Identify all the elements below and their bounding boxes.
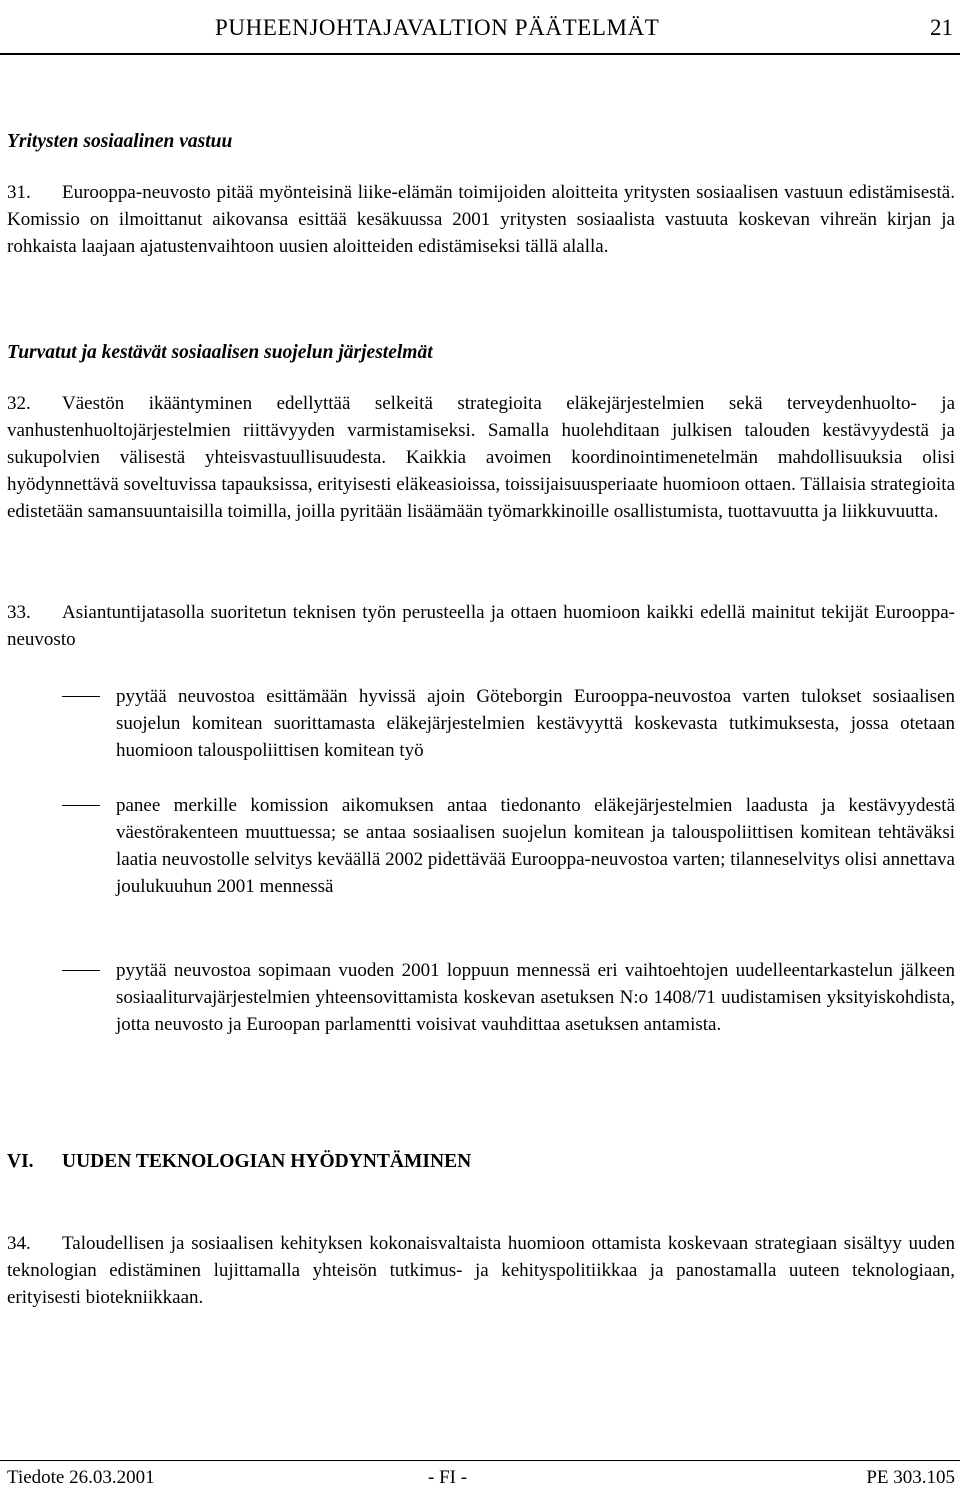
page-number: 21 <box>930 15 953 40</box>
dash-bullet-icon <box>62 805 100 806</box>
paragraph-number: 33. <box>7 602 31 623</box>
footer-language: - FI - <box>428 1467 468 1488</box>
section-heading-social-responsibility: Yritysten sosiaalinen vastuu <box>7 131 233 152</box>
dash-bullet-icon <box>62 970 100 971</box>
paragraph-number: 34. <box>7 1233 31 1254</box>
paragraph-31 <box>7 179 955 289</box>
list-item <box>62 957 955 1067</box>
paragraph-text: Asiantuntijatasolla suoritetun teknisen työn perusteella ja ottaen huomioon kaikki edellä mainitut tekijät Eurooppa-neuvosto <box>7 602 955 650</box>
section-heading-social-protection: Turvatut ja kestävät sosiaalisen suojelun järjestelmät <box>7 342 433 363</box>
list-item-text: pyytää neuvostoa esittämään hyvissä ajoin Göteborgin Eurooppa-neuvostoa varten tulokset sosiaalisen suojelun komitean suorittamasta eläkejärjestelmien kestävyyttä koskevasta tutkimuksesta, jossa otetaan huomioon talouspoliittisen komitean työ <box>116 686 955 761</box>
paragraph-text: Taloudellisen ja sosiaalisen kehityksen kokonaisvaltaista huomioon ottamista koskevaan strategiaan sisältyy uuden teknologian edistäminen lujittamalla yhteisön tutkimus- ja kehityspolitiikkaa ja panostamalla uuteen teknologiaan, erityisesti biotekniikkaan. <box>7 1233 955 1308</box>
footer-reference: PE 303.105 <box>866 1467 955 1488</box>
paragraph-number: 32. <box>7 393 31 414</box>
dash-bullet-icon <box>62 696 100 697</box>
running-header-title: PUHEENJOHTAJAVALTION PÄÄTELMÄT <box>215 15 660 40</box>
footer-date: Tiedote 26.03.2001 <box>7 1467 155 1488</box>
paragraph-text: Eurooppa-neuvosto pitää myönteisinä liike-elämän toimijoiden aloitteita yritysten sosiaalisen vastuun edistämisestä. Komissio on ilmoittanut aikovansa esittää kesäkuussa 2001 yritysten sosiaalista vastuuta koskevan vihreän kirjan ja rohkaista laajaan ajatustenvaihtoon uusien aloitteiden edistämiseksi tällä alalla. <box>7 182 955 257</box>
paragraph-32 <box>7 390 955 580</box>
chapter-title: UUDEN TEKNOLOGIAN HYÖDYNTÄMINEN <box>62 1151 472 1172</box>
header-rule <box>0 53 960 55</box>
paragraph-number: 31. <box>7 182 31 203</box>
paragraph-text: Väestön ikääntyminen edellyttää selkeitä strategioita eläkejärjestelmien sekä terveydenhuolto- ja vanhustenhuoltojärjestelmien riittävyyden varmistamiseksi. Samalla huolehditaan julkisen talouden kestävyydestä ja sukupolvien välisestä yhteisvastuullisuudesta. Kaikkia avoimen koordinointimenetelmän mahdollisuuksia olisi hyödynnettävä soveltuvissa tapauksissa, erityisesti eläkeasioissa, toissijaisuusperiaate huomioon ottaen. Tällaisia strategioita edistetään samansuuntaisilla toimilla, joilla pyritään lisäämään työmarkkinoille osallistumista, tuottavuutta ja liikkuvuutta. <box>7 393 955 522</box>
paragraph-33 <box>7 599 955 655</box>
list-item <box>62 683 955 765</box>
list-item <box>62 792 955 928</box>
footer-rule <box>0 1460 960 1461</box>
list-item-text: pyytää neuvostoa sopimaan vuoden 2001 loppuun mennessä eri vaihtoehtojen uudelleentarkastelun jälkeen sosiaaliturvajärjestelmien yhteensovittamista koskevan asetuksen N:o 1408/71 uudistamisen yksityiskohdista, jotta neuvosto ja Euroopan parlamentti voisivat vauhdittaa asetuksen antamista. <box>116 960 955 1035</box>
chapter-number: VI. <box>7 1151 34 1172</box>
list-item-text: panee merkille komission aikomuksen antaa tiedonanto eläkejärjestelmien laadusta ja kestävyydestä väestörakenteen muuttuessa; se antaa sosiaalisen suojelun komitean ja talouspoliittisen komitean tehtäväksi laatia neuvostolle selvitys keväällä 2002 pidettävää Eurooppa-neuvostoa varten; tilanneselvitys olisi annettava joulukuuhun 2001 mennessä <box>116 795 955 897</box>
paragraph-34 <box>7 1230 955 1312</box>
